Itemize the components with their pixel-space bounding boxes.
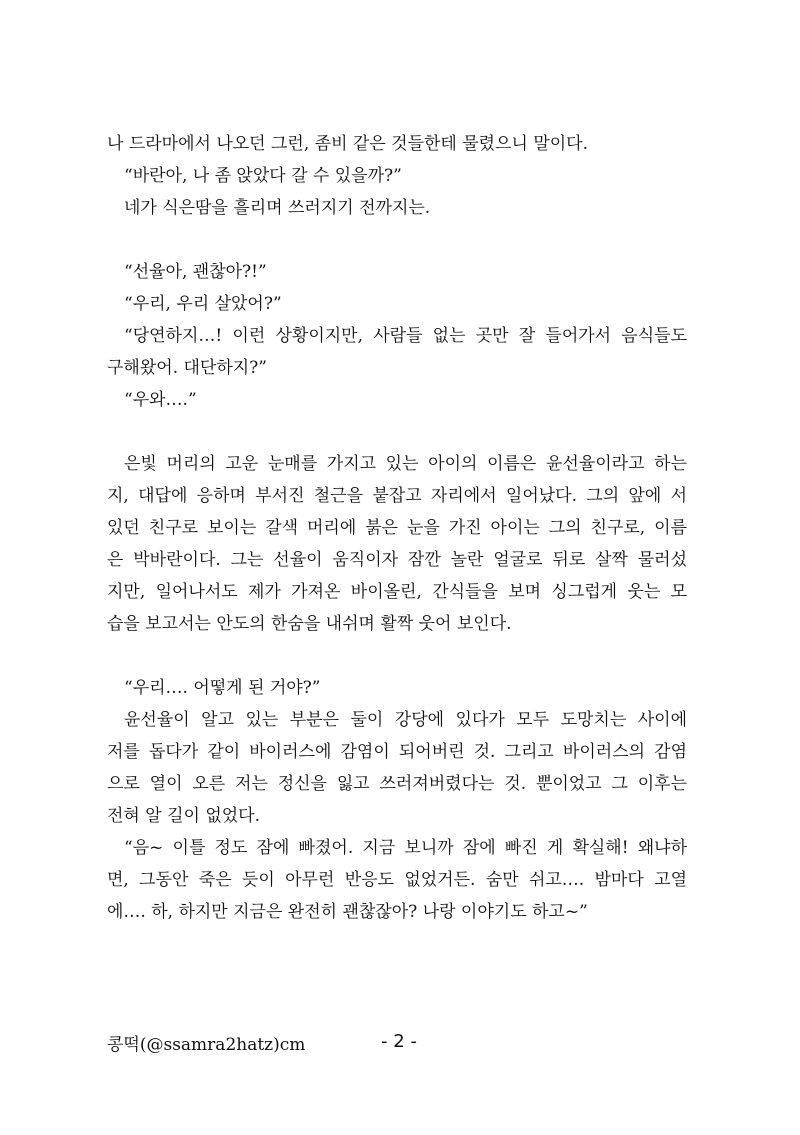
text-line: “선율아, 괜찮아?!” — [124, 262, 267, 282]
text-line: “당연하지…! 이런 상황이지만, 사람들 없는 곳만 잘 들어가서 음식들도 — [124, 326, 687, 346]
text-line: 네가 식은땀을 흘리며 쓰러지기 전까지는. — [124, 198, 431, 218]
text-line: “우리…. 어떻게 된 거야?” — [124, 678, 321, 698]
document-body — [107, 128, 687, 928]
text-line: “우리, 우리 살았어?” — [124, 294, 282, 314]
paragraph-gap — [107, 640, 687, 672]
text-line: 저를 돕다가 같이 바이러스에 감염이 되어버린 것. 그리고 바이러스의 감염 — [107, 742, 687, 762]
text-line: 면, 그동안 죽은 듯이 아무런 반응도 없었거든. 숨만 쉬고…. 밤마다 고열 — [107, 870, 687, 890]
text-line: “음~ 이틀 정도 잠에 빠졌어. 지금 보니까 잠에 빠진 게 확실해! 왜냐하 — [124, 838, 687, 858]
text-line: 은빛 머리의 고운 눈매를 가지고 있는 아이의 이름은 윤선율이라고 하는 — [124, 454, 687, 474]
text-line: 있던 친구로 보이는 갈색 머리에 붉은 눈을 가진 아이는 그의 친구로, 이름 — [107, 518, 687, 538]
text-line: 지, 대답에 응하며 부서진 철근을 붙잡고 자리에서 일어났다. 그의 앞에 서 — [107, 486, 687, 506]
text-line: 습을 보고서는 안도의 한숨을 내쉬며 활짝 웃어 보인다. — [107, 614, 512, 634]
text-line: 나 드라마에서 나오던 그런, 좀비 같은 것들한테 물렸으니 말이다. — [107, 134, 589, 154]
paragraph-gap — [107, 224, 687, 256]
footer-credit: 콩떡(@ssamra2hatz)cm — [107, 1035, 306, 1055]
text-line: 전혀 알 길이 없었다. — [107, 806, 260, 826]
text-line: 에…. 하, 하지만 지금은 완전히 괜찮잖아? 나랑 이야기도 하고~” — [107, 902, 588, 922]
text-line: 은 박바란이다. 그는 선율이 움직이자 잠깐 놀란 얼굴로 뒤로 살짝 물러섰 — [107, 550, 687, 570]
page-number: - 2 - — [381, 1031, 417, 1052]
text-line: 구해왔어. 대단하지?” — [107, 358, 267, 378]
text-line: “바란아, 나 좀 앉았다 갈 수 있을까?” — [124, 166, 402, 186]
text-line: “우와….” — [124, 390, 197, 410]
text-line: 으로 열이 오른 저는 정신을 잃고 쓰러져버렸다는 것. 뿐이었고 그 이후는 — [107, 774, 687, 794]
text-line: 지만, 일어나서도 제가 가져온 바이올린, 간식들을 보며 싱그럽게 웃는 모 — [107, 582, 687, 602]
text-line: 윤선율이 알고 있는 부분은 둘이 강당에 있다가 모두 도망치는 사이에 — [124, 710, 687, 730]
paragraph-gap — [107, 416, 687, 448]
